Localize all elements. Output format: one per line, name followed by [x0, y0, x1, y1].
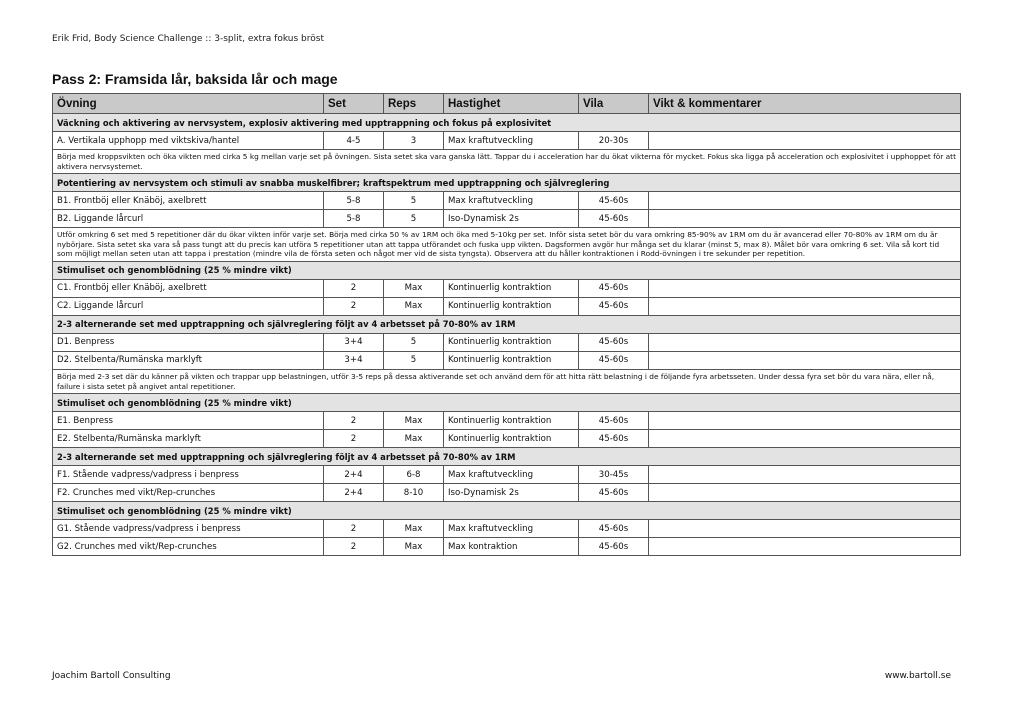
table-row	[53, 430, 961, 448]
column-header-set: Set	[324, 94, 384, 114]
section-title: Stimuliset och genomblödning (25 % mindre vikt)	[53, 394, 961, 412]
section-header-row	[53, 261, 961, 279]
exercise-comments	[649, 192, 961, 210]
exercise-speed: Iso-Dynamisk 2s	[444, 484, 579, 502]
exercise-set: 5-8	[324, 192, 384, 210]
exercise-name: G2. Crunches med vikt/Rep-crunches	[53, 538, 324, 556]
exercise-reps: 5	[384, 210, 444, 228]
table-header-row	[53, 94, 961, 114]
exercise-name: D1. Benpress	[53, 333, 324, 351]
exercise-speed: Max kontraktion	[444, 538, 579, 556]
exercise-reps: Max	[384, 430, 444, 448]
exercise-reps: Max	[384, 297, 444, 315]
exercise-name: F1. Stående vadpress/vadpress i benpress	[53, 466, 324, 484]
column-header-weight-comments: Vikt & kommentarer	[649, 94, 961, 114]
exercise-set: 4-5	[324, 132, 384, 150]
exercise-reps: 5	[384, 351, 444, 369]
document-header: Erik Frid, Body Science Challenge :: 3-split, extra fokus bröst	[52, 34, 324, 44]
exercise-rest: 45-60s	[579, 412, 649, 430]
exercise-rest: 45-60s	[579, 192, 649, 210]
exercise-comments	[649, 430, 961, 448]
exercise-reps: 5	[384, 333, 444, 351]
section-title: 2-3 alternerande set med upptrappning och självreglering följt av 4 arbetsset på 70-80% av 1RM	[53, 448, 961, 466]
section-header-row	[53, 502, 961, 520]
exercise-set: 2	[324, 538, 384, 556]
column-header-rest: Vila	[579, 94, 649, 114]
exercise-rest: 45-60s	[579, 333, 649, 351]
exercise-name: C1. Frontböj eller Knäböj, axelbrett	[53, 279, 324, 297]
exercise-reps: Max	[384, 538, 444, 556]
instruction-note-row	[53, 228, 961, 262]
page-title: Pass 2: Framsida lår, baksida lår och mage	[52, 71, 338, 87]
exercise-rest: 45-60s	[579, 430, 649, 448]
section-header-row	[53, 174, 961, 192]
exercise-reps: Max	[384, 412, 444, 430]
exercise-set: 3+4	[324, 333, 384, 351]
exercise-set: 3+4	[324, 351, 384, 369]
column-header-reps: Reps	[384, 94, 444, 114]
section-header-row	[53, 114, 961, 132]
exercise-name: D2. Stelbenta/Rumänska marklyft	[53, 351, 324, 369]
exercise-reps: 5	[384, 192, 444, 210]
exercise-set: 2	[324, 279, 384, 297]
section-title: Stimuliset och genomblödning (25 % mindre vikt)	[53, 261, 961, 279]
table-row	[53, 210, 961, 228]
exercise-comments	[649, 297, 961, 315]
table-row	[53, 297, 961, 315]
table-row	[53, 520, 961, 538]
table-row	[53, 466, 961, 484]
exercise-comments	[649, 333, 961, 351]
column-header-exercise: Övning	[53, 94, 324, 114]
exercise-rest: 20-30s	[579, 132, 649, 150]
exercise-speed: Iso-Dynamisk 2s	[444, 210, 579, 228]
exercise-speed: Kontinuerlig kontraktion	[444, 412, 579, 430]
exercise-rest: 30-45s	[579, 466, 649, 484]
exercise-rest: 45-60s	[579, 297, 649, 315]
exercise-speed: Kontinuerlig kontraktion	[444, 351, 579, 369]
instruction-note: Börja med kroppsvikten och öka vikten med cirka 5 kg mellan varje set på övningen. Sista setet ska vara ganska lätt. Tappar du i acceleration har du ökat vikterna för mycket. Fokus ska ligga på acceleration och explosivitet i upphoppet för att aktivera nervsystemet.	[53, 150, 961, 174]
instruction-note: Börja med 2-3 set där du känner på vikten och trappar upp belastningen, utför 3-5 reps på dessa aktiverande set och använd dem för att hitta rätt belastning i de följande fyra arbetsseten. Under dessa fyra set bör du vara nära, eller nå, failure i sista setet på angivet antal repetitioner.	[53, 369, 961, 393]
instruction-note-row	[53, 150, 961, 174]
exercise-comments	[649, 412, 961, 430]
exercise-name: G1. Stående vadpress/vadpress i benpress	[53, 520, 324, 538]
exercise-reps: 8-10	[384, 484, 444, 502]
exercise-set: 2	[324, 412, 384, 430]
section-title: Stimuliset och genomblödning (25 % mindre vikt)	[53, 502, 961, 520]
exercise-rest: 45-60s	[579, 520, 649, 538]
footer-website: www.bartoll.se	[884, 671, 951, 681]
column-header-speed: Hastighet	[444, 94, 579, 114]
exercise-comments	[649, 210, 961, 228]
table-row	[53, 351, 961, 369]
exercise-speed: Kontinuerlig kontraktion	[444, 333, 579, 351]
exercise-speed: Kontinuerlig kontraktion	[444, 279, 579, 297]
exercise-set: 2+4	[324, 484, 384, 502]
section-title: 2-3 alternerande set med upptrappning och självreglering följt av 4 arbetsset på 70-80% av 1RM	[53, 315, 961, 333]
exercise-speed: Max kraftutveckling	[444, 466, 579, 484]
table-row	[53, 412, 961, 430]
exercise-comments	[649, 351, 961, 369]
exercise-comments	[649, 538, 961, 556]
exercise-set: 2	[324, 297, 384, 315]
exercise-rest: 45-60s	[579, 538, 649, 556]
exercise-name: C2. Liggande lårcurl	[53, 297, 324, 315]
instruction-note: Utför omkring 6 set med 5 repetitioner där du ökar vikten inför varje set. Börja med cirka 50 % av 1RM och öka med 5-10kg per set. Inför sista setet bör du vara omkring 85-90% av 1RM om du är avancerad eller 70-80% av 1RM om du är nybörjare. Sista setet ska vara så pass tungt att du precis kan utföra 5 repetitioner utan att tappa utförandet och fuska upp vikten. Dagsformen avgör hur många set du klarar (minst 5, max 8). Målet bör vara omkring 6 set. Vila så kort tid som möjligt mellan seten utan att tappa i prestation (mindre vila de första seten och något mer vid de sista tyngsta). Observera att du håller kontraktionen i Rodd-övningen i tre sekunder per repetition.	[53, 228, 961, 262]
exercise-name: B2. Liggande lårcurl	[53, 210, 324, 228]
section-title: Väckning och aktivering av nervsystem, explosiv aktivering med upptrappning och fokus på explosivitet	[53, 114, 961, 132]
exercise-comments	[649, 484, 961, 502]
exercise-reps: 3	[384, 132, 444, 150]
exercise-comments	[649, 466, 961, 484]
section-title: Potentiering av nervsystem och stimuli av snabba muskelfibrer; kraftspektrum med upptrappning och självreglering	[53, 174, 961, 192]
table-row	[53, 333, 961, 351]
section-header-row	[53, 394, 961, 412]
section-header-row	[53, 315, 961, 333]
exercise-comments	[649, 279, 961, 297]
section-header-row	[53, 448, 961, 466]
exercise-reps: 6-8	[384, 466, 444, 484]
exercise-comments	[649, 520, 961, 538]
exercise-rest: 45-60s	[579, 351, 649, 369]
exercise-rest: 45-60s	[579, 210, 649, 228]
instruction-note-row	[53, 369, 961, 393]
exercise-rest: 45-60s	[579, 279, 649, 297]
exercise-name: F2. Crunches med vikt/Rep-crunches	[53, 484, 324, 502]
exercise-comments	[649, 132, 961, 150]
exercise-set: 2+4	[324, 466, 384, 484]
table-row	[53, 132, 961, 150]
table-row	[53, 279, 961, 297]
exercise-name: E1. Benpress	[53, 412, 324, 430]
exercise-reps: Max	[384, 279, 444, 297]
exercise-rest: 45-60s	[579, 484, 649, 502]
exercise-set: 2	[324, 520, 384, 538]
exercise-speed: Max kraftutveckling	[444, 192, 579, 210]
table-row	[53, 192, 961, 210]
exercise-reps: Max	[384, 520, 444, 538]
table-row	[53, 484, 961, 502]
exercise-name: B1. Frontböj eller Knäböj, axelbrett	[53, 192, 324, 210]
exercise-speed: Max kraftutveckling	[444, 520, 579, 538]
exercise-name: E2. Stelbenta/Rumänska marklyft	[53, 430, 324, 448]
exercise-name: A. Vertikala upphopp med viktskiva/hantel	[53, 132, 324, 150]
table-row	[53, 538, 961, 556]
workout-table	[52, 93, 961, 556]
footer-company: Joachim Bartoll Consulting	[52, 671, 171, 681]
exercise-set: 5-8	[324, 210, 384, 228]
exercise-speed: Kontinuerlig kontraktion	[444, 297, 579, 315]
exercise-set: 2	[324, 430, 384, 448]
exercise-speed: Kontinuerlig kontraktion	[444, 430, 579, 448]
exercise-speed: Max kraftutveckling	[444, 132, 579, 150]
